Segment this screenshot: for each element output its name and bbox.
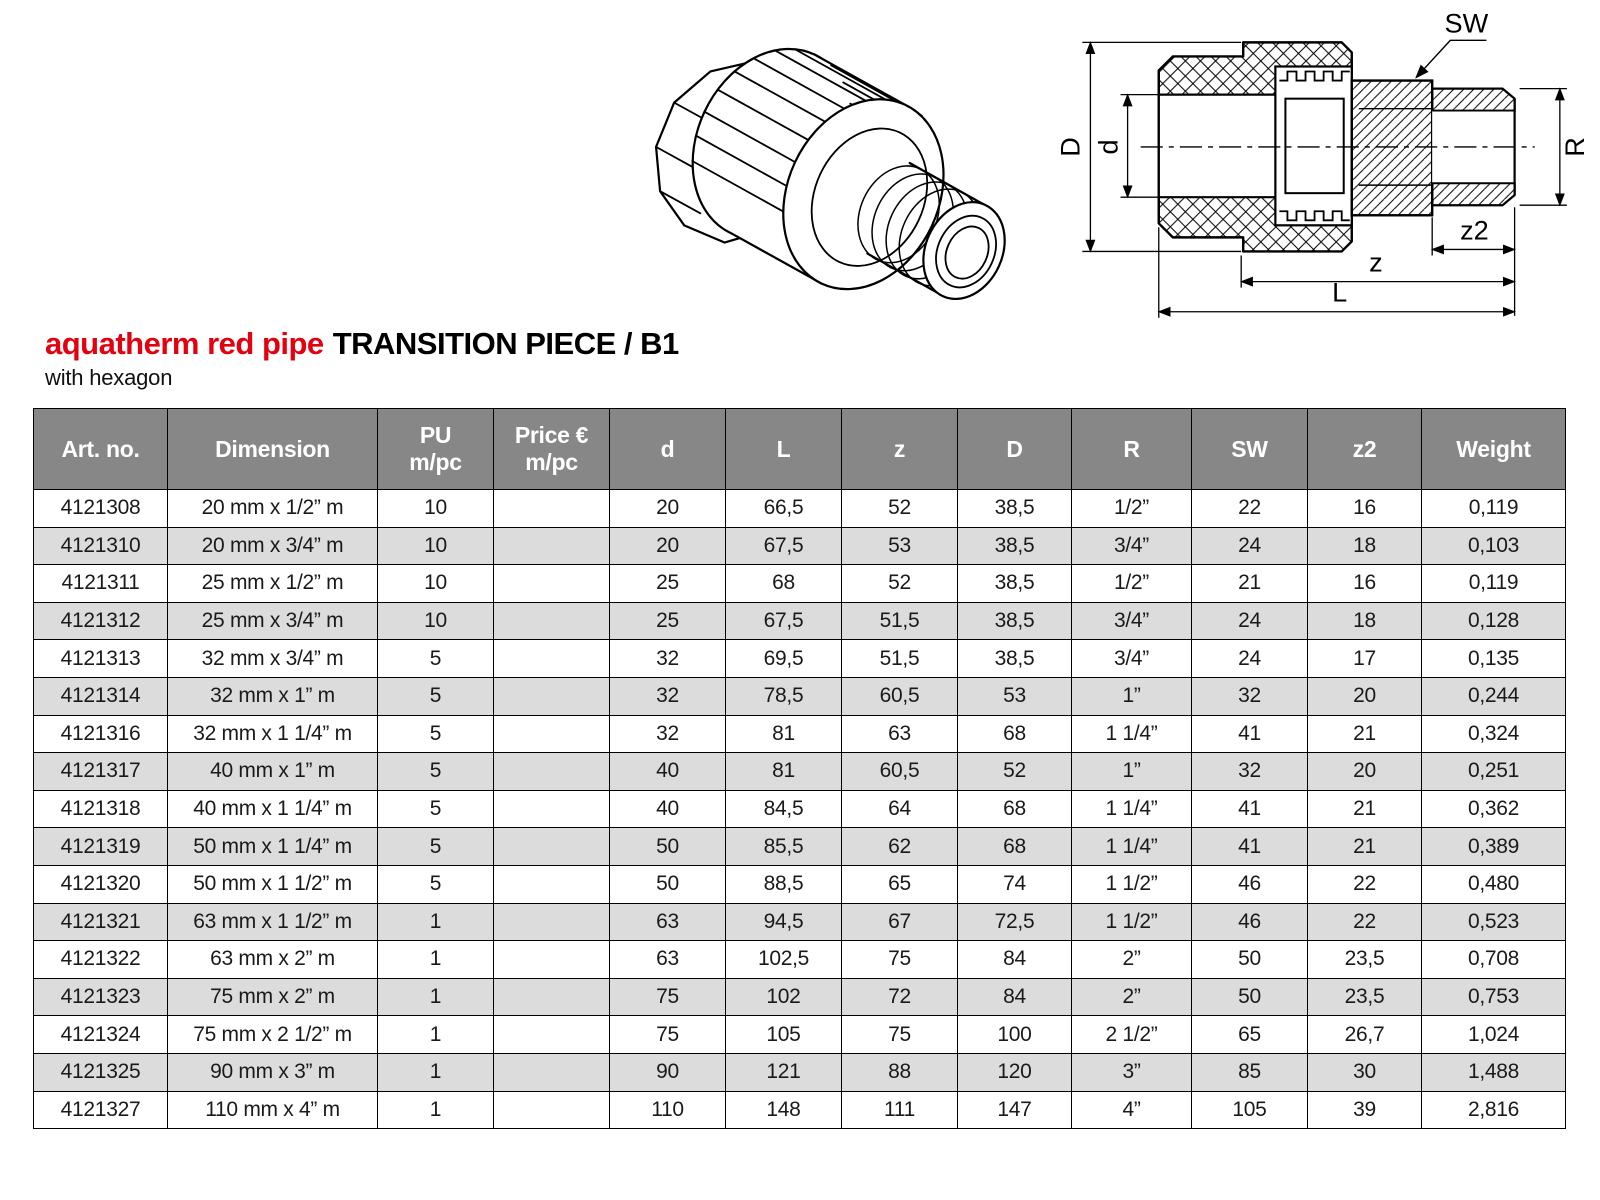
- table-cell: 0,708: [1422, 941, 1566, 979]
- table-cell: 105: [1192, 1091, 1308, 1129]
- table-cell: 18: [1308, 602, 1422, 640]
- table-cell: 148: [726, 1091, 842, 1129]
- table-cell: 90 mm x 3” m: [168, 1053, 378, 1091]
- table-cell: 67,5: [726, 527, 842, 565]
- table-cell: 88: [842, 1053, 958, 1091]
- table-cell: 84: [958, 941, 1072, 979]
- table-cell: 4121325: [34, 1053, 168, 1091]
- table-cell: 1”: [1072, 753, 1192, 791]
- table-cell: [494, 565, 610, 603]
- table-cell: 32: [1192, 753, 1308, 791]
- dim-label-z2: z2: [1460, 214, 1489, 246]
- table-cell: 120: [958, 1053, 1072, 1091]
- table-cell: 52: [842, 565, 958, 603]
- table-row: [34, 490, 1566, 528]
- table-cell: 20 mm x 3/4” m: [168, 527, 378, 565]
- table-cell: [494, 828, 610, 866]
- table-row: [34, 828, 1566, 866]
- table-cell: 62: [842, 828, 958, 866]
- table-cell: [494, 753, 610, 791]
- brand-name: aquatherm red pipe: [45, 326, 324, 361]
- table-cell: 23,5: [1308, 941, 1422, 979]
- table-cell: 63: [610, 941, 726, 979]
- table-cell: 4121313: [34, 640, 168, 678]
- table-cell: 4121311: [34, 565, 168, 603]
- table-cell: 4”: [1072, 1091, 1192, 1129]
- table-cell: 32 mm x 1” m: [168, 677, 378, 715]
- table-cell: 63: [610, 903, 726, 941]
- table-cell: 85,5: [726, 828, 842, 866]
- column-header: D: [958, 409, 1072, 490]
- table-row: [34, 677, 1566, 715]
- table-cell: 30: [1308, 1053, 1422, 1091]
- table-cell: 24: [1192, 602, 1308, 640]
- table-cell: 4121324: [34, 1016, 168, 1054]
- table-cell: 1: [378, 903, 494, 941]
- table-cell: 22: [1308, 903, 1422, 941]
- table-cell: 17: [1308, 640, 1422, 678]
- table-cell: 32: [610, 640, 726, 678]
- table-cell: 21: [1308, 790, 1422, 828]
- table-cell: 4121319: [34, 828, 168, 866]
- table-cell: 22: [1308, 865, 1422, 903]
- table-cell: 60,5: [842, 753, 958, 791]
- table-cell: 25: [610, 602, 726, 640]
- product-3d-svg: [588, 8, 1018, 320]
- table-row: [34, 1016, 1566, 1054]
- dim-label-R: R: [1559, 137, 1590, 157]
- table-cell: 25: [610, 565, 726, 603]
- table-cell: 1 1/2”: [1072, 865, 1192, 903]
- column-header: SW: [1192, 409, 1308, 490]
- table-cell: [494, 677, 610, 715]
- table-cell: [494, 640, 610, 678]
- page-title: TRANSITION PIECE / B1: [332, 326, 679, 361]
- table-cell: 24: [1192, 640, 1308, 678]
- table-cell: 64: [842, 790, 958, 828]
- table-cell: 39: [1308, 1091, 1422, 1129]
- table-cell: 105: [726, 1016, 842, 1054]
- table-cell: 0,753: [1422, 978, 1566, 1016]
- table-cell: 22: [1192, 490, 1308, 528]
- table-cell: 25 mm x 3/4” m: [168, 602, 378, 640]
- table-cell: 51,5: [842, 602, 958, 640]
- table-cell: 26,7: [1308, 1016, 1422, 1054]
- table-cell: 40 mm x 1” m: [168, 753, 378, 791]
- column-header: R: [1072, 409, 1192, 490]
- table-cell: 75: [610, 978, 726, 1016]
- table-cell: 52: [958, 753, 1072, 791]
- table-row: [34, 1091, 1566, 1129]
- dim-label-L: L: [1332, 276, 1348, 308]
- table-cell: 38,5: [958, 640, 1072, 678]
- table-cell: 32: [1192, 677, 1308, 715]
- table-cell: 20: [610, 490, 726, 528]
- table-cell: 38,5: [958, 527, 1072, 565]
- table-cell: 5: [378, 753, 494, 791]
- product-3d-drawing: [588, 8, 1018, 320]
- table-cell: 0,103: [1422, 527, 1566, 565]
- table-cell: 1: [378, 978, 494, 1016]
- table-cell: [494, 527, 610, 565]
- table-cell: 10: [378, 565, 494, 603]
- table-cell: 75 mm x 2 1/2” m: [168, 1016, 378, 1054]
- column-header: PU m/pc: [378, 409, 494, 490]
- table-cell: 63 mm x 2” m: [168, 941, 378, 979]
- table-cell: 5: [378, 828, 494, 866]
- column-header: z2: [1308, 409, 1422, 490]
- spec-table: [33, 408, 1566, 1129]
- table-cell: 0,523: [1422, 903, 1566, 941]
- table-cell: 20: [1308, 677, 1422, 715]
- table-cell: 1”: [1072, 677, 1192, 715]
- dim-label-D: D: [1054, 137, 1086, 157]
- table-cell: 5: [378, 677, 494, 715]
- table-cell: 32 mm x 1 1/4” m: [168, 715, 378, 753]
- table-cell: 111: [842, 1091, 958, 1129]
- table-cell: 1,488: [1422, 1053, 1566, 1091]
- table-cell: 75: [842, 941, 958, 979]
- table-cell: 4121310: [34, 527, 168, 565]
- table-cell: 53: [958, 677, 1072, 715]
- table-cell: 41: [1192, 828, 1308, 866]
- table-cell: 53: [842, 527, 958, 565]
- table-row: [34, 1053, 1566, 1091]
- technical-drawing: [1012, 8, 1590, 320]
- table-cell: 5: [378, 640, 494, 678]
- table-cell: 16: [1308, 565, 1422, 603]
- table-cell: 1 1/2”: [1072, 903, 1192, 941]
- table-cell: 0,128: [1422, 602, 1566, 640]
- table-cell: 68: [958, 790, 1072, 828]
- hexagon-section: [1352, 81, 1432, 216]
- table-row: [34, 903, 1566, 941]
- table-row: [34, 978, 1566, 1016]
- table-cell: 3”: [1072, 1053, 1192, 1091]
- table-cell: 50 mm x 1 1/4” m: [168, 828, 378, 866]
- table-cell: 18: [1308, 527, 1422, 565]
- table-cell: 21: [1308, 715, 1422, 753]
- table-cell: 52: [842, 490, 958, 528]
- table-cell: 100: [958, 1016, 1072, 1054]
- table-cell: 88,5: [726, 865, 842, 903]
- table-row: [34, 865, 1566, 903]
- table-cell: 51,5: [842, 640, 958, 678]
- table-cell: [494, 903, 610, 941]
- table-cell: 102,5: [726, 941, 842, 979]
- table-cell: 110 mm x 4” m: [168, 1091, 378, 1129]
- table-cell: 4121323: [34, 978, 168, 1016]
- dim-label-d: d: [1092, 139, 1124, 155]
- table-cell: 4121316: [34, 715, 168, 753]
- table-cell: 5: [378, 715, 494, 753]
- table-cell: 0,135: [1422, 640, 1566, 678]
- table-cell: 84: [958, 978, 1072, 1016]
- table-row: [34, 640, 1566, 678]
- table-cell: 40 mm x 1 1/4” m: [168, 790, 378, 828]
- table-cell: 10: [378, 490, 494, 528]
- table-cell: 25 mm x 1/2” m: [168, 565, 378, 603]
- table-cell: [494, 1016, 610, 1054]
- table-cell: 38,5: [958, 565, 1072, 603]
- table-cell: 4121308: [34, 490, 168, 528]
- table-cell: [494, 865, 610, 903]
- table-row: [34, 715, 1566, 753]
- table-cell: 68: [958, 828, 1072, 866]
- table-cell: 69,5: [726, 640, 842, 678]
- table-row: [34, 790, 1566, 828]
- table-cell: 1: [378, 1091, 494, 1129]
- table-cell: 63 mm x 1 1/2” m: [168, 903, 378, 941]
- table-cell: 72,5: [958, 903, 1072, 941]
- table-cell: 0,119: [1422, 565, 1566, 603]
- table-cell: 4121317: [34, 753, 168, 791]
- table-cell: 50: [1192, 978, 1308, 1016]
- table-cell: 84,5: [726, 790, 842, 828]
- table-row: [34, 602, 1566, 640]
- table-cell: [494, 941, 610, 979]
- table-cell: 1,024: [1422, 1016, 1566, 1054]
- column-header: Art. no.: [34, 409, 168, 490]
- table-cell: 46: [1192, 903, 1308, 941]
- table-cell: 46: [1192, 865, 1308, 903]
- column-header: Weight: [1422, 409, 1566, 490]
- table-cell: 1 1/4”: [1072, 790, 1192, 828]
- table-cell: 16: [1308, 490, 1422, 528]
- table-cell: 1/2”: [1072, 490, 1192, 528]
- table-cell: 1/2”: [1072, 565, 1192, 603]
- table-cell: 1: [378, 1053, 494, 1091]
- table-header-row: [34, 409, 1566, 490]
- table-cell: 20: [1308, 753, 1422, 791]
- table-cell: 10: [378, 602, 494, 640]
- page-subtitle: with hexagon: [45, 365, 173, 390]
- table-cell: [494, 715, 610, 753]
- table-cell: 38,5: [958, 602, 1072, 640]
- table-cell: 40: [610, 790, 726, 828]
- table-cell: 72: [842, 978, 958, 1016]
- table-cell: 0,244: [1422, 677, 1566, 715]
- table-cell: 50: [610, 865, 726, 903]
- table-cell: 23,5: [1308, 978, 1422, 1016]
- table-cell: 94,5: [726, 903, 842, 941]
- table-cell: 65: [842, 865, 958, 903]
- table-cell: 2 1/2”: [1072, 1016, 1192, 1054]
- table-cell: 0,389: [1422, 828, 1566, 866]
- table-cell: 4121312: [34, 602, 168, 640]
- table-cell: 50: [1192, 941, 1308, 979]
- table-cell: 32: [610, 677, 726, 715]
- table-cell: 5: [378, 790, 494, 828]
- dim-label-z: z: [1369, 246, 1383, 278]
- table-cell: 110: [610, 1091, 726, 1129]
- table-cell: 41: [1192, 790, 1308, 828]
- table-cell: 1 1/4”: [1072, 828, 1192, 866]
- table-cell: 1: [378, 941, 494, 979]
- table-cell: 5: [378, 865, 494, 903]
- table-cell: 38,5: [958, 490, 1072, 528]
- table-cell: 75 mm x 2” m: [168, 978, 378, 1016]
- table-cell: 4121321: [34, 903, 168, 941]
- table-cell: 66,5: [726, 490, 842, 528]
- table-row: [34, 527, 1566, 565]
- table-cell: 4121320: [34, 865, 168, 903]
- table-cell: 4121322: [34, 941, 168, 979]
- dim-label-SW: SW: [1444, 8, 1489, 39]
- table-row: [34, 753, 1566, 791]
- title-block: [45, 326, 679, 391]
- table-cell: [494, 602, 610, 640]
- table-cell: 0,324: [1422, 715, 1566, 753]
- table-cell: [494, 790, 610, 828]
- table-cell: 20: [610, 527, 726, 565]
- table-cell: 2,816: [1422, 1091, 1566, 1129]
- table-cell: 75: [842, 1016, 958, 1054]
- table-cell: 21: [1308, 828, 1422, 866]
- table-cell: 3/4”: [1072, 602, 1192, 640]
- table-cell: 90: [610, 1053, 726, 1091]
- table-cell: 1: [378, 1016, 494, 1054]
- column-header: z: [842, 409, 958, 490]
- table-cell: 32: [610, 715, 726, 753]
- table-cell: [494, 1053, 610, 1091]
- table-cell: 81: [726, 753, 842, 791]
- table-cell: 2”: [1072, 941, 1192, 979]
- table-cell: 10: [378, 527, 494, 565]
- table-row: [34, 565, 1566, 603]
- table-cell: 50 mm x 1 1/2” m: [168, 865, 378, 903]
- column-header: Dimension: [168, 409, 378, 490]
- table-cell: 24: [1192, 527, 1308, 565]
- table-cell: 0,362: [1422, 790, 1566, 828]
- table-cell: 65: [1192, 1016, 1308, 1054]
- table-cell: 67: [842, 903, 958, 941]
- table-cell: 74: [958, 865, 1072, 903]
- table-body: [34, 490, 1566, 1129]
- table-cell: [494, 1091, 610, 1129]
- column-header: d: [610, 409, 726, 490]
- table-cell: 67,5: [726, 602, 842, 640]
- table-cell: 81: [726, 715, 842, 753]
- table-cell: 102: [726, 978, 842, 1016]
- table-cell: 32 mm x 3/4” m: [168, 640, 378, 678]
- table-cell: 3/4”: [1072, 640, 1192, 678]
- table-cell: 85: [1192, 1053, 1308, 1091]
- table-cell: 0,480: [1422, 865, 1566, 903]
- table-cell: 21: [1192, 565, 1308, 603]
- table-cell: 4121327: [34, 1091, 168, 1129]
- table-cell: 4121314: [34, 677, 168, 715]
- table-cell: 60,5: [842, 677, 958, 715]
- table-cell: 2”: [1072, 978, 1192, 1016]
- table-cell: 0,119: [1422, 490, 1566, 528]
- column-header: L: [726, 409, 842, 490]
- table-cell: 0,251: [1422, 753, 1566, 791]
- table-row: [34, 941, 1566, 979]
- table-cell: 41: [1192, 715, 1308, 753]
- table-cell: 4121318: [34, 790, 168, 828]
- table-cell: 1 1/4”: [1072, 715, 1192, 753]
- table-cell: 50: [610, 828, 726, 866]
- table-cell: 63: [842, 715, 958, 753]
- table-cell: 68: [958, 715, 1072, 753]
- table-cell: 147: [958, 1091, 1072, 1129]
- table-cell: [494, 978, 610, 1016]
- table-cell: [494, 490, 610, 528]
- table-cell: 121: [726, 1053, 842, 1091]
- table-cell: 75: [610, 1016, 726, 1054]
- technical-drawing-svg: [1012, 8, 1590, 320]
- table-cell: 78,5: [726, 677, 842, 715]
- table-cell: 3/4”: [1072, 527, 1192, 565]
- table-cell: 68: [726, 565, 842, 603]
- table-cell: 40: [610, 753, 726, 791]
- table-cell: 20 mm x 1/2” m: [168, 490, 378, 528]
- column-header: Price € m/pc: [494, 409, 610, 490]
